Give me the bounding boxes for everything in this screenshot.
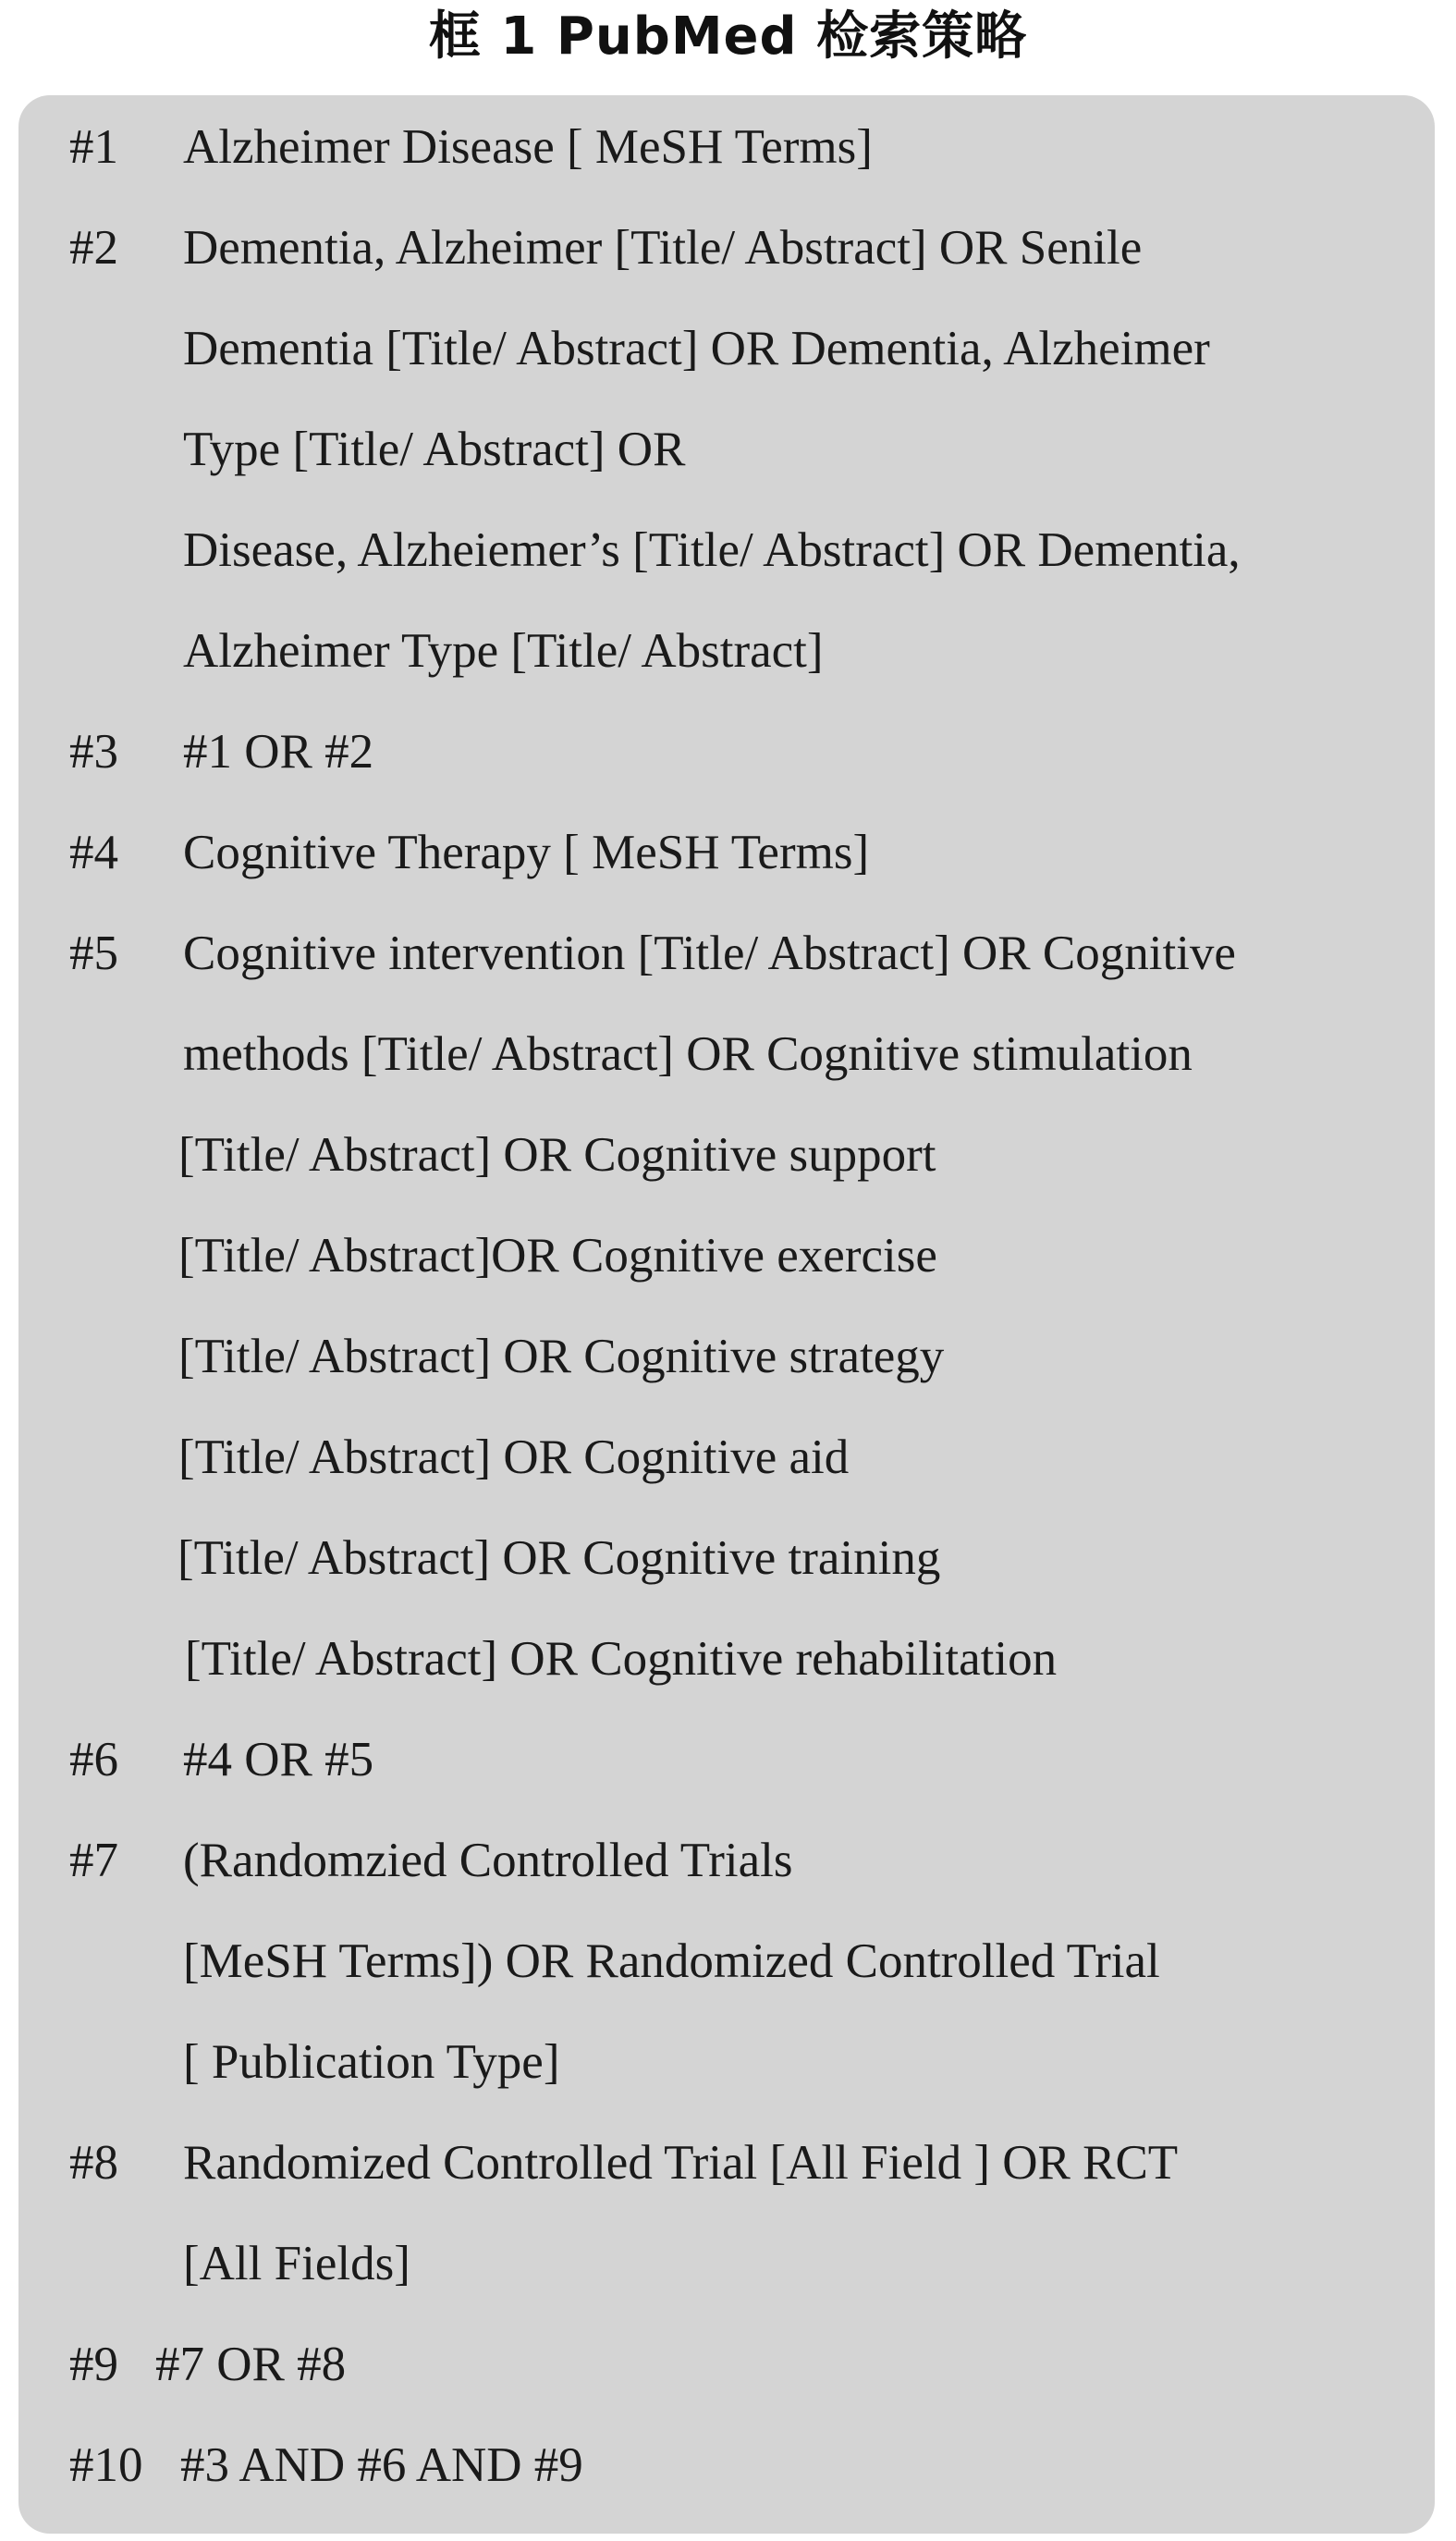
line-text: [Title/ Abstract] OR Cognitive support — [178, 1128, 936, 1182]
line-text: Cognitive Therapy [ MeSH Terms] — [183, 826, 870, 879]
line-text: Type [Title/ Abstract] OR — [183, 423, 686, 476]
line-text: [Title/ Abstract] OR Cognitive aid — [178, 1430, 850, 1484]
line-text: [MeSH Terms]) OR Randomized Controlled Trial — [183, 1934, 1160, 1988]
line-text: #3 AND #6 AND #9 — [180, 2438, 583, 2492]
line-number: #7 — [69, 1834, 118, 1887]
line-text: #7 OR #8 — [155, 2338, 347, 2391]
line-number: #8 — [69, 2136, 118, 2190]
line-text: Dementia [Title/ Abstract] OR Dementia, Alzheimer — [183, 322, 1210, 375]
line-text: Dementia, Alzheimer [Title/ Abstract] OR Senile — [183, 221, 1143, 275]
search-strategy-box — [18, 95, 1435, 2534]
line-number: #9 — [69, 2338, 118, 2391]
line-text: #4 OR #5 — [183, 1733, 374, 1786]
line-number: #4 — [69, 826, 118, 879]
line-text: [ Publication Type] — [183, 2035, 560, 2089]
box-title: 框 1 PubMed 检索策略 — [428, 6, 1028, 67]
line-text: #1 OR #2 — [183, 725, 374, 779]
line-text: [Title/ Abstract]OR Cognitive exercise — [178, 1229, 937, 1283]
line-number: #5 — [69, 927, 118, 980]
line-text: [Title/ Abstract] OR Cognitive rehabilitation — [185, 1632, 1058, 1686]
line-text: (Randomzied Controlled Trials — [183, 1834, 793, 1887]
line-text: [Title/ Abstract] OR Cognitive training — [177, 1531, 941, 1585]
line-text: Disease, Alzheiemer’s [Title/ Abstract] OR Dementia, — [183, 523, 1241, 577]
line-text: Alzheimer Disease [ MeSH Terms] — [183, 120, 873, 174]
line-text: Randomized Controlled Trial [All Field ] OR RCT — [183, 2136, 1179, 2190]
line-number: #6 — [69, 1733, 118, 1786]
line-number: #2 — [69, 221, 118, 275]
line-number: #10 — [69, 2438, 143, 2492]
line-text: Alzheimer Type [Title/ Abstract] — [183, 624, 824, 678]
line-number: #3 — [69, 725, 118, 779]
line-text: [All Fields] — [183, 2237, 410, 2290]
line-number: #1 — [69, 120, 118, 174]
line-text: Cognitive intervention [Title/ Abstract] OR Cognitive — [183, 927, 1236, 980]
line-text: [Title/ Abstract] OR Cognitive strategy — [178, 1330, 945, 1383]
line-text: methods [Title/ Abstract] OR Cognitive stimulation — [183, 1027, 1193, 1081]
